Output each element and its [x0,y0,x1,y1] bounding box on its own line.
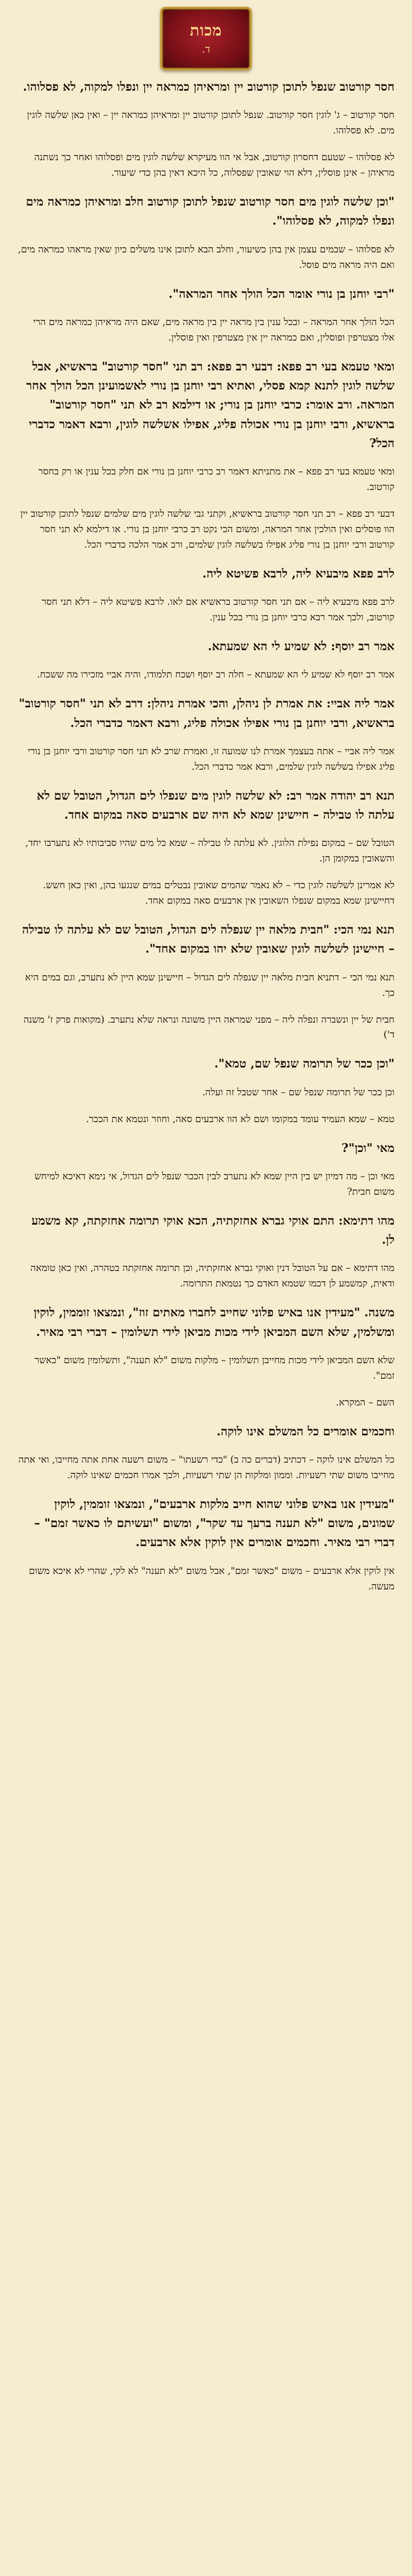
gemara-text: וחכמים אומרים כל המשלם אינו לוקה. [216,1424,394,1438]
page-number: ד. [202,43,210,55]
page-header [0,0,412,77]
explanation-text: מאי וכן – מה דמיון יש בין היין שמא לא נתערב לבין הככר שנפל לים הגדול, אי נימא דאיכא למיחש משום חבית? [34,1171,394,1197]
explanation-text: טמא – שמא העמיד עומד במקומו ושם לא הוו ארבעים סאה, וחוזר ונטמא את הככר. [85,1113,394,1125]
explanation-text: דבעי רב פפא – רב תני חסר קורטוב בראשיא, וקתני גבי שלשה לוגין מים שלמים שנפל לתוכן קורטוב יין הוו פוסלים ואין הולכין אחר המראה, ומשום הכי נקט רב כרבי יוחנן בן נורי. או דילמא לא תני חסר קורטוב ורבי יוחנן בן נורי פליג אפילו בשלשה לוגין שלמים, ורב אמר הלכה כדברי הכל. [20,508,394,550]
explanation-text: חבית של יין ונשברה ונפלה ליה – מפני שמראה היין משונה ונראה שלא נתערב. (מקואות פרק ז' משנה ד') [23,1014,394,1041]
gemara-text: מאי "וכן"? [341,1141,394,1155]
page-content [0,77,412,1595]
explanation-text: לא פסלוהו – שטעם דחסרון קורטוב, אבל אי הוו מעיקרא שלשה לוגין מים ופסלוהו ואחר כך נשתנה מראיהן – אינן פוסלין, דלא הוי שאובין שפסלוה, כל היכא דאין בהן כדי שיעור. [34,152,394,179]
explanation-text: השם – המקרא. [336,1397,394,1408]
gemara-text: "רבי יוחנן בן נורי אומר הכל הולך אחר המראה". [168,286,394,301]
explanation-text: אמר רב יוסף לא שמיע לי הא שמעתא – חלה רב יוסף ושכח תלמודו, והיה אביי מזכירו מה ששכח. [37,669,394,681]
explanation-text: שלא השם המביאן לידי מכות מחייבן תשלומין – מלקות משום "לא תענה", ותשלומין משום "כאשר זמם". [35,1354,394,1381]
gemara-text: לרב פפא מיבעיא ליה, לרבא פשיטא ליה. [202,566,394,581]
explanation-text: הטובל שם – במקום נפילת הלוגין. לא עלתה לו טבילה – שמא כל מים שהיו סביבותיו לא נתערבו יחד, והשאובין במקומן הן. [25,838,394,865]
gemara-text: "וכן שלשה לוגין מים חסר קורטוב שנפל לתוכן קורטוב חלב ומראיהן כמראה מים ונפלו למקוה, לא פסלוהו". [26,195,394,228]
gemara-text: "מעידין אנו באיש פלוני שהוא חייב מלקות ארבעים", ונמצאו זוממין, לוקין שמונים, משום "לא תענה ברעך עד שקר", ומשום "ועשיתם לו כאשר זמם" – דברי רבי מאיר. וחכמים אומרים אין לוקין אלא ארבעים. [34,1497,394,1550]
gemara-text: חסר קורטוב שנפל לתוכן קורטוב יין ומראיהן כמראה יין ונפלו למקוה, לא פסלוהו. [23,80,394,94]
explanation-text: מהו דתימא – אם על הטובל דנין ואוקי גברא אחזקתיה, וכן תרומה אחזקתה בטהרה, ואין כאן טומאה ודאית, קמשמע לן דכמו שטמא האדם כך נטמאת התרומה. [30,1263,394,1290]
explanation-text: אמר ליה אביי – אתה בעצמך אמרת לנו שמועה זו, ואמרת שרב לא תני חסר קורטוב ורבי יוחנן בן נורי פליג אפילו בשלשה לוגין שלמים, ורבא אמר כדברי הכל. [27,745,394,772]
gemara-text: אמר ליה אביי: את אמרת לן ניהלן, והכי אמרת ניהלן: דרב לא תני "חסר קורטוב" בראשיא, ורבי יוחנן בן נורי אפילו אכולה פליג, ורבא דאמר כדברי הכל. [19,697,394,730]
explanation-text: לרב פפא מיבעיא ליה – אם תני חסר קורטוב בראשיא אם לאו. לרבא פשיטא ליה – דלא תני חסר קורטוב, ולכך אמר רבא כרבי יוחנן בן נורי בכל ענין. [41,597,394,623]
explanation-text: ומאי טעמא בעי רב פפא – את מתניתא דאמר רב כרבי יוחנן בן נורי אם חלק בכל ענין או רק בחסר קורטוב. [38,466,394,493]
explanation-text: לא אמרינן לשלשה לוגין כדי – לא נאמר שהמים שאובין נבטלים במים שנגעו בהן, ואין כאן חשש. דחיישינן שמא במקום שנפלו השאובין אין ארבעים סאה במקום אחד. [43,880,394,907]
gemara-text: מהו דתימא: התם אוקי גברא אחזקתיה, הכא אוקי תרומה אחזקתה, קא משמע לן. [31,1213,394,1247]
gemara-text: משנה. "מעידין אנו באיש פלוני שחייב לחברו מאתים זוז", ונמצאו זוממין, לוקין ומשלמין, שלא השם המביאן לידי מכות מביאן לידי תשלומין – דברי רבי מאיר. [33,1306,394,1339]
explanation-text: תנא נמי הכי – דתניא חבית מלאה יין שנפלה לים הגדול – חיישינן שמא היין לא נתערב, וגם במים היא כך. [25,972,394,998]
gemara-text: תנא רב יהודה אמר רב: לא שלשה לוגין מים שנפלו לים הגדול, הטובל שם לא עלתה לו טבילה – חיישינן שמא לא היה שם ארבעים סאה במקום אחד. [37,788,394,822]
title-banner [160,7,252,71]
explanation-text: אין לוקין אלא ארבעים – משום "כאשר זמם", אבל משום "לא תענה" לא לקי, שהרי לא איכא משום מעשה. [29,1565,394,1592]
explanation-text: הכל הולך אחר המראה – ובכל ענין בין מראה יין בין מראה מים, שאם היה מראיהן כמראה מים הרי אלו מצטרפין ופוסלין, ואם כמראה יין אין מצטרפין ואין פוסלין. [33,316,394,343]
explanation-text: כל המשלם אינו לוקה – דכתיב (דברים כה ב) "כדי רשעתו" – משום רשעה אחת אתה מחייבו, ואי אתה מחייבו משום שתי רשעיות. וממון ומלקות הן שתי רשעיות, ולכך אמרו חכמים שאינו לוקה. [18,1454,394,1481]
explanation-text: וכן ככר של תרומה שנפל שם – אחר שטבל זה ועלה. [202,1087,394,1098]
gemara-text: אמר רב יוסף: לא שמיע לי הא שמעתא. [208,639,394,654]
tractate-title: מכות [190,22,222,40]
explanation-text: לא פסלוהו – שבמים עצמן אין בהן כשיעור, וחלב הבא לתוכן אינו משלים כיון שאין מראהו כמראה מים, ואם היה מראה מים פוסל. [18,244,394,270]
gemara-text: ומאי טעמא בעי רב פפא: דבעי רב פפא: רב תני "חסר קורטוב" בראשיא, אבל שלשה לוגין לתנא קמא פסלי, ואתיא רבי יוחנן בן נורי לאשמועינן הכל הולך אחר המראה. ורב אומר: כרבי יוחנן בן נורי; או דילמא רב לא תני "חסר קורטוב" בראשיא, ורבי יוחנן בן נורי אכולה פליג, אפילו אשלשה לוגין, ורבא דאמר כדברי הכל? [26,359,394,450]
gemara-text: "וכן ככר של תרומה שנפל שם, טמא". [214,1057,394,1071]
gemara-text: תנא נמי הכי: "חבית מלאה יין שנפלה לים הגדול, הטובל שם לא עלתה לו טבילה – חיישינן לשלשה לוגין שאובין שלא יהו במקום אחד". [22,923,394,956]
explanation-text: חסר קורטוב – ג' לוגין חסר קורטוב. שנפל לתוכן קורטוב יין ומראיהן כמראה יין – ואין כאן שלשה לוגין מים. לא פסלוהו. [27,110,394,137]
